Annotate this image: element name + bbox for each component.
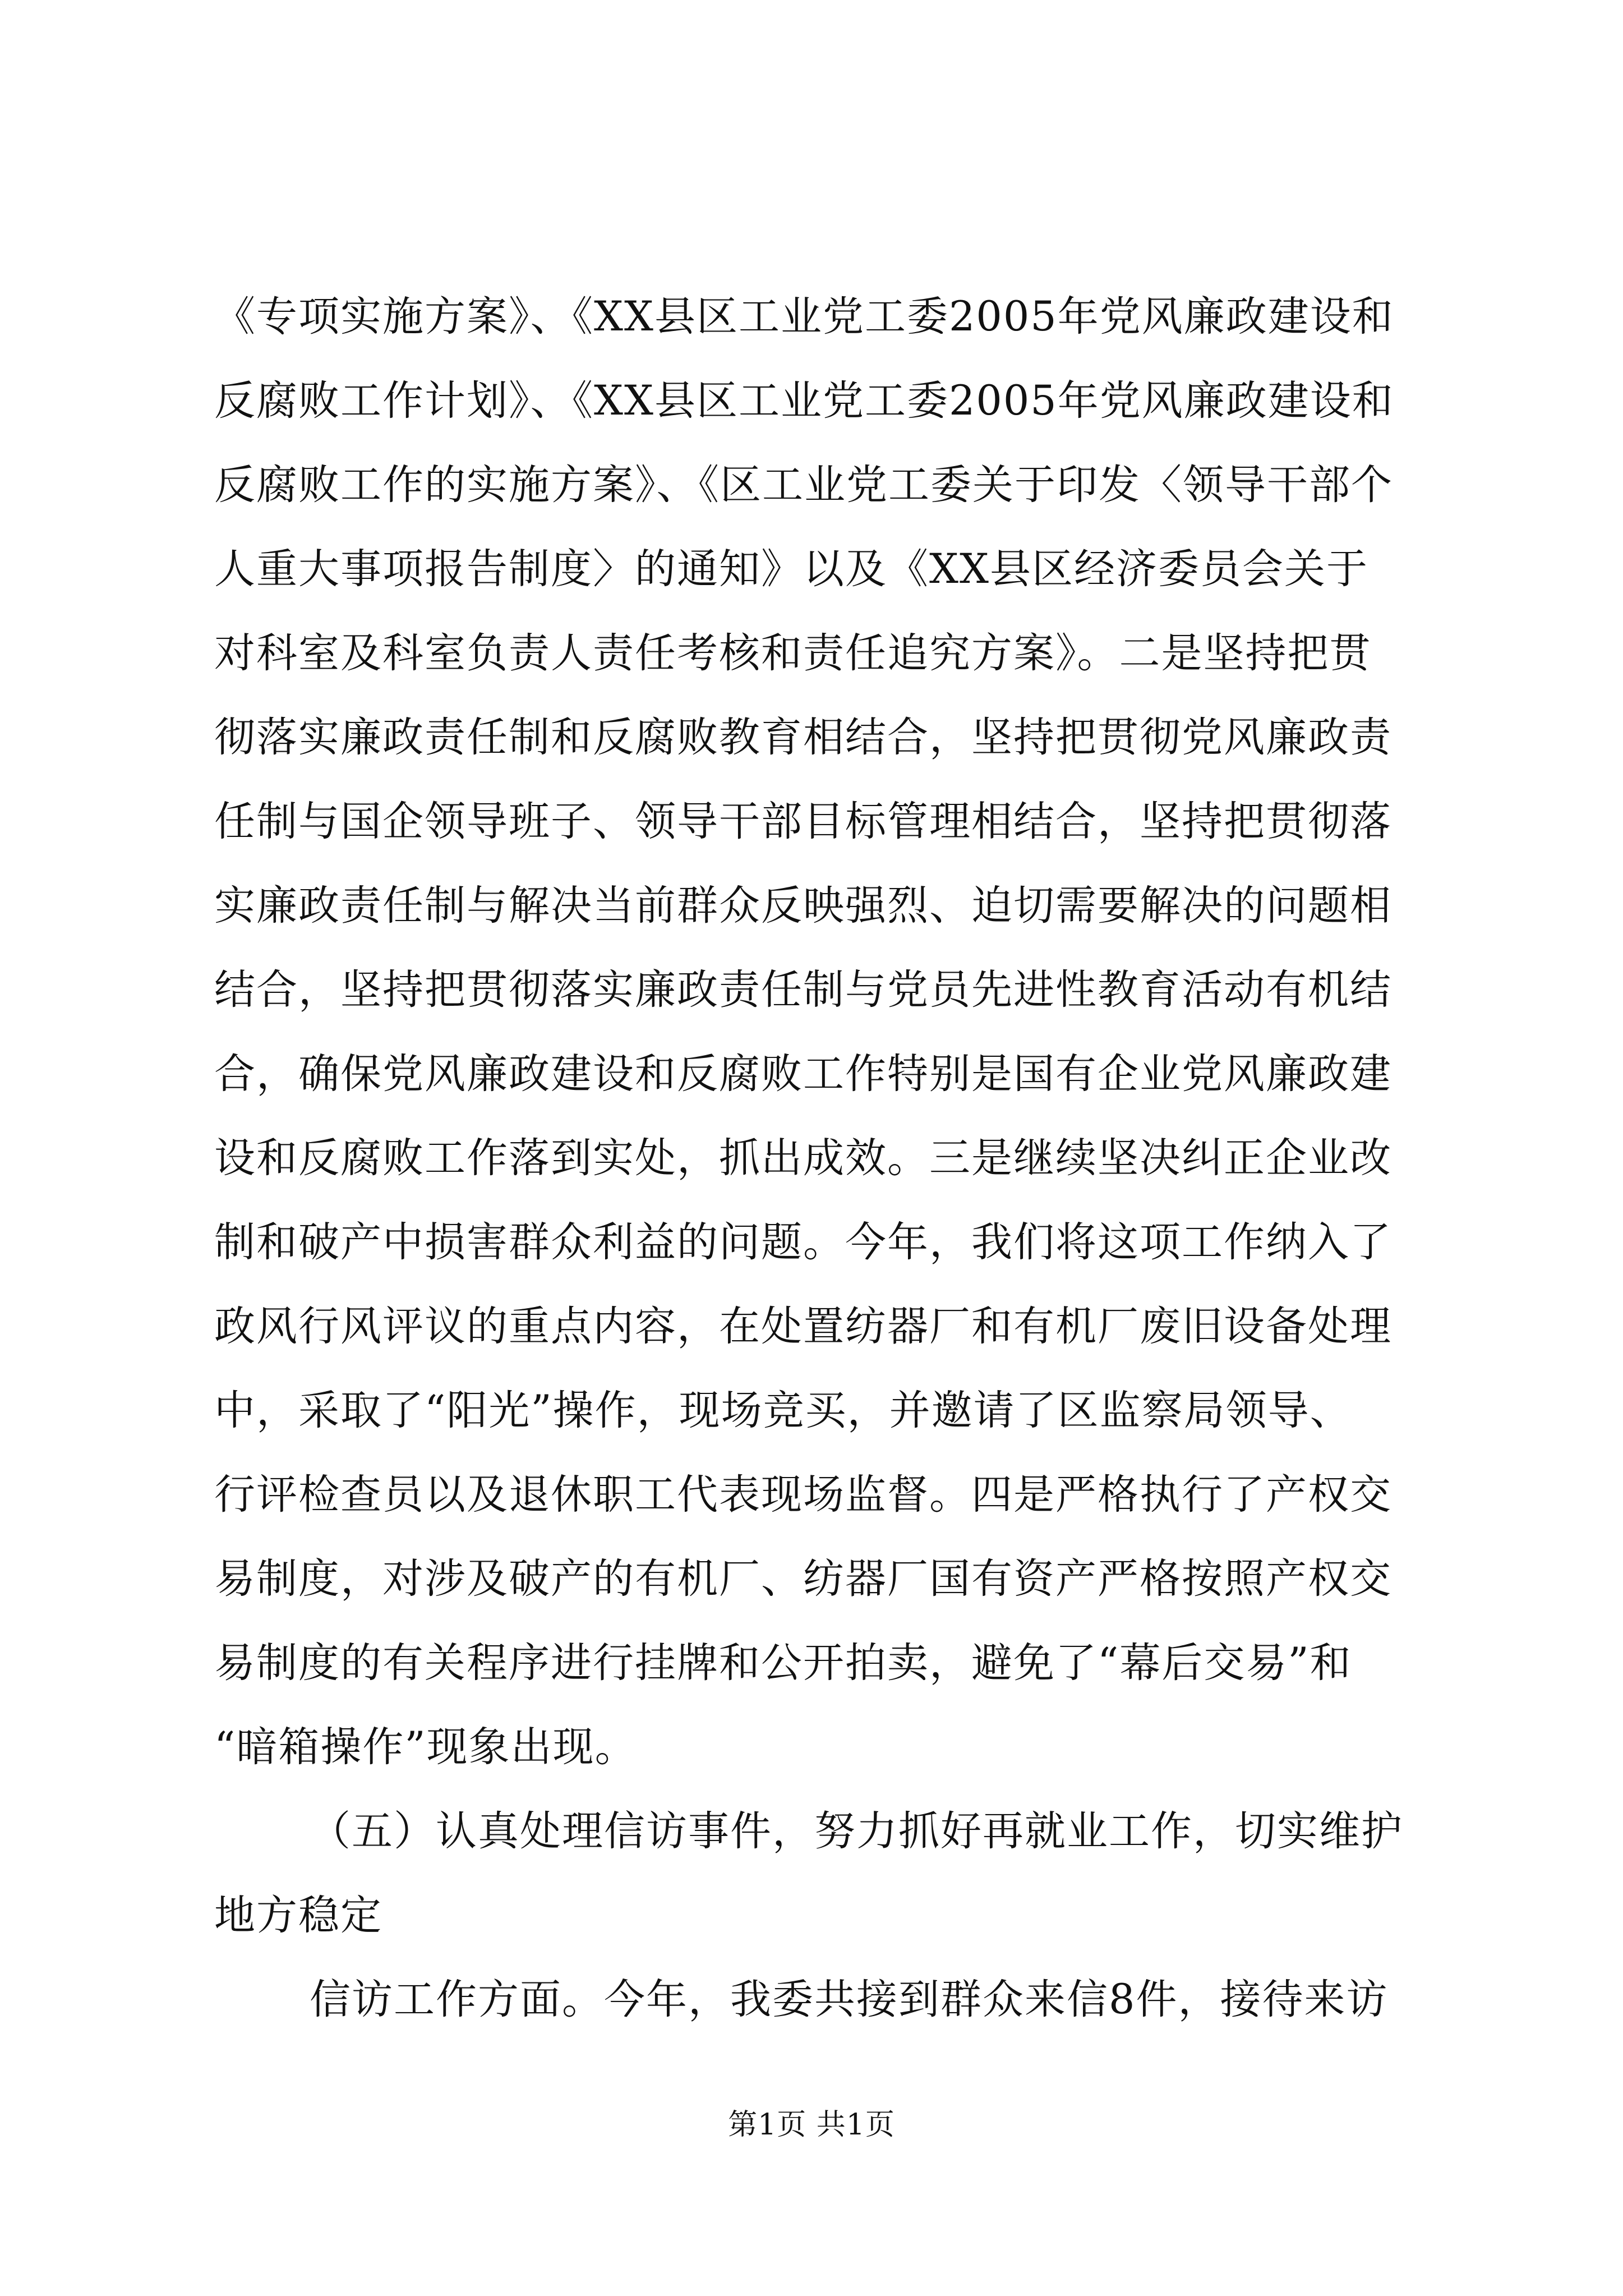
body-line: 《专项实施方案》、《XX县区工业党工委2005年党风廉政建设和 — [214, 293, 1394, 341]
body-line: “暗箱操作”现象出现。 — [214, 1723, 637, 1771]
section-heading-continued: 地方稳定 — [214, 1892, 382, 1939]
body-line: 实廉政责任制与解决当前群众反映强烈、迫切需要解决的问题相 — [214, 882, 1392, 930]
body-line: 反腐败工作计划》、《XX县区工业党工委2005年党风廉政建设和 — [214, 377, 1394, 425]
body-line: 易制度的有关程序进行挂牌和公开拍卖，避免了“幕后交易”和 — [214, 1639, 1352, 1687]
body-line: 中，采取了“阳光”操作，现场竞买，并邀请了区监察局领导、 — [214, 1387, 1352, 1434]
paragraph-start: 信访工作方面。今年，我委共接到群众来信8件，接待来访 — [310, 1976, 1389, 2023]
body-line: 设和反腐败工作落到实处，抓出成效。三是继续坚决纠正企业改 — [214, 1134, 1392, 1182]
body-line: 政风行风评议的重点内容，在处置纺器厂和有机厂废旧设备处理 — [214, 1303, 1392, 1350]
body-line: 合，确保党风廉政建设和反腐败工作特别是国有企业党风廉政建 — [214, 1050, 1392, 1098]
body-line: 结合，坚持把贯彻落实廉政责任制与党员先进性教育活动有机结 — [214, 966, 1392, 1014]
body-line: 易制度，对涉及破产的有机厂、纺器厂国有资产严格按照产权交 — [214, 1555, 1392, 1603]
body-line: 对科室及科室负责人责任考核和责任追究方案》。二是坚持把贯 — [214, 629, 1372, 677]
document-body — [214, 275, 1414, 2042]
body-line: 彻落实廉政责任制和反腐败教育相结合，坚持把贯彻党风廉政责 — [214, 714, 1392, 761]
body-line: 反腐败工作的实施方案》、《区工业党工委关于印发〈领导干部个 — [214, 461, 1393, 509]
page-footer: 第1页 共1页 — [728, 2108, 895, 2142]
body-line: 人重大事项报告制度〉的通知》以及《XX县区经济委员会关于 — [214, 545, 1368, 593]
body-line: 任制与国企领导班子、领导干部目标管理相结合，坚持把贯彻落 — [214, 798, 1392, 845]
section-heading: （五）认真处理信访事件，努力抓好再就业工作，切实维护 — [310, 1807, 1403, 1855]
body-line: 行评检查员以及退休职工代表现场监督。四是严格执行了产权交 — [214, 1471, 1392, 1519]
body-line: 制和破产中损害群众利益的问题。今年，我们将这项工作纳入了 — [214, 1218, 1392, 1266]
